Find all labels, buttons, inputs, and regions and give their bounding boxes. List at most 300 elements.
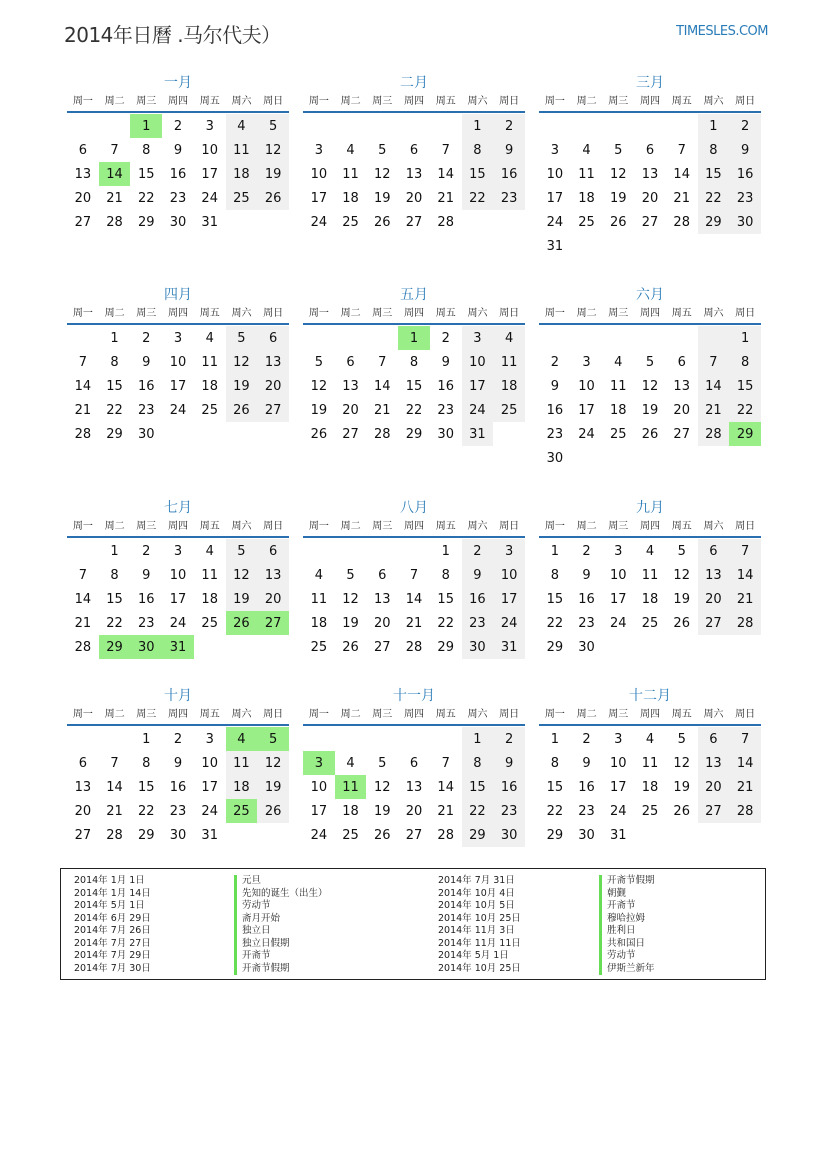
calendar-day[interactable]: 16 bbox=[437, 378, 454, 394]
calendar-day[interactable]: 26 bbox=[610, 214, 627, 230]
calendar-day[interactable]: 17 bbox=[169, 378, 187, 394]
calendar-day[interactable]: 30 bbox=[578, 827, 595, 843]
calendar-day[interactable]: 2 bbox=[142, 330, 151, 346]
calendar-day[interactable]: 1 bbox=[130, 114, 162, 138]
calendar-day[interactable]: 2 bbox=[173, 731, 183, 747]
calendar-day[interactable]: 14 bbox=[74, 378, 92, 394]
calendar-day[interactable]: 19 bbox=[673, 591, 690, 607]
calendar-day[interactable]: 5 bbox=[346, 567, 355, 583]
calendar-day[interactable]: 7 bbox=[78, 567, 87, 583]
calendar-day[interactable]: 20 bbox=[374, 615, 391, 631]
calendar-day[interactable]: 9 bbox=[582, 567, 591, 583]
calendar-day[interactable]: 28 bbox=[74, 426, 92, 442]
calendar-day[interactable]: 3 bbox=[314, 142, 323, 158]
calendar-day[interactable]: 14 bbox=[405, 591, 423, 607]
calendar-day[interactable]: 18 bbox=[610, 402, 627, 418]
calendar-day[interactable]: 5 bbox=[677, 731, 686, 747]
calendar-day[interactable]: 28 bbox=[729, 799, 761, 823]
calendar-day[interactable]: 3 bbox=[614, 731, 623, 747]
calendar-day[interactable]: 12 bbox=[673, 567, 690, 583]
calendar-day[interactable]: 13 bbox=[641, 166, 659, 182]
calendar-day[interactable]: 2 bbox=[550, 354, 559, 370]
calendar-day[interactable]: 1 bbox=[441, 543, 450, 559]
calendar-day[interactable]: 13 bbox=[74, 779, 92, 795]
calendar-day[interactable]: 25 bbox=[641, 803, 659, 819]
calendar-day[interactable]: 17 bbox=[310, 190, 328, 206]
calendar-day[interactable]: 10 bbox=[201, 142, 218, 158]
calendar-day[interactable]: 1 bbox=[398, 326, 430, 350]
calendar-day[interactable]: 7 bbox=[110, 755, 119, 771]
calendar-day[interactable]: 24 bbox=[169, 615, 187, 631]
calendar-day[interactable]: 30 bbox=[169, 214, 187, 230]
calendar-day[interactable]: 11 bbox=[493, 350, 525, 374]
calendar-day[interactable]: 23 bbox=[493, 799, 525, 823]
calendar-day[interactable]: 20 bbox=[74, 190, 92, 206]
calendar-day[interactable]: 18 bbox=[578, 190, 595, 206]
calendar-day[interactable]: 3 bbox=[173, 330, 183, 346]
calendar-day[interactable]: 19 bbox=[257, 162, 289, 186]
calendar-day[interactable]: 20 bbox=[698, 587, 730, 611]
calendar-day[interactable]: 13 bbox=[342, 378, 359, 394]
calendar-day[interactable]: 13 bbox=[405, 779, 423, 795]
calendar-day[interactable]: 23 bbox=[493, 186, 525, 210]
calendar-day[interactable]: 1 bbox=[698, 114, 730, 138]
calendar-day[interactable]: 23 bbox=[138, 615, 155, 631]
calendar-day[interactable]: 23 bbox=[578, 803, 595, 819]
calendar-day[interactable]: 11 bbox=[201, 567, 218, 583]
calendar-day[interactable]: 1 bbox=[550, 543, 559, 559]
calendar-day[interactable]: 25 bbox=[201, 615, 218, 631]
calendar-day[interactable]: 27 bbox=[342, 426, 359, 442]
calendar-day[interactable]: 21 bbox=[106, 190, 123, 206]
calendar-day[interactable]: 27 bbox=[673, 426, 690, 442]
calendar-day[interactable]: 30 bbox=[493, 823, 525, 847]
calendar-day[interactable]: 1 bbox=[110, 330, 119, 346]
calendar-day[interactable]: 4 bbox=[645, 731, 655, 747]
calendar-day[interactable]: 22 bbox=[462, 799, 494, 823]
calendar-day[interactable]: 21 bbox=[729, 775, 761, 799]
calendar-day[interactable]: 30 bbox=[729, 210, 761, 234]
calendar-day[interactable]: 14 bbox=[437, 779, 454, 795]
calendar-day[interactable]: 24 bbox=[201, 190, 218, 206]
calendar-day[interactable]: 18 bbox=[201, 591, 218, 607]
calendar-day[interactable]: 4 bbox=[645, 543, 655, 559]
calendar-day[interactable]: 13 bbox=[698, 751, 730, 775]
calendar-day[interactable]: 23 bbox=[729, 186, 761, 210]
calendar-day[interactable]: 15 bbox=[437, 591, 454, 607]
calendar-day[interactable]: 23 bbox=[169, 190, 187, 206]
calendar-day[interactable]: 21 bbox=[74, 402, 92, 418]
calendar-day[interactable]: 26 bbox=[257, 186, 289, 210]
calendar-day[interactable]: 29 bbox=[462, 823, 494, 847]
calendar-day[interactable]: 20 bbox=[698, 775, 730, 799]
calendar-day[interactable]: 7 bbox=[677, 142, 686, 158]
calendar-day[interactable]: 2 bbox=[729, 114, 761, 138]
calendar-day[interactable]: 8 bbox=[409, 354, 419, 370]
calendar-day[interactable]: 13 bbox=[257, 350, 289, 374]
calendar-day[interactable]: 2 bbox=[582, 543, 591, 559]
calendar-day[interactable]: 26 bbox=[226, 611, 258, 635]
calendar-day[interactable]: 4 bbox=[582, 142, 591, 158]
calendar-day[interactable]: 19 bbox=[374, 190, 391, 206]
calendar-day[interactable]: 26 bbox=[257, 799, 289, 823]
calendar-day[interactable]: 12 bbox=[310, 378, 328, 394]
calendar-day[interactable]: 12 bbox=[610, 166, 627, 182]
calendar-day[interactable]: 26 bbox=[673, 615, 690, 631]
calendar-day[interactable]: 28 bbox=[437, 827, 454, 843]
calendar-day[interactable]: 3 bbox=[582, 354, 591, 370]
calendar-day[interactable]: 31 bbox=[201, 214, 218, 230]
calendar-day[interactable]: 6 bbox=[698, 539, 730, 563]
calendar-day[interactable]: 8 bbox=[110, 354, 119, 370]
calendar-day[interactable]: 26 bbox=[673, 803, 690, 819]
calendar-day[interactable]: 4 bbox=[614, 354, 623, 370]
calendar-day[interactable]: 9 bbox=[173, 142, 183, 158]
calendar-day[interactable]: 20 bbox=[342, 402, 359, 418]
calendar-day[interactable]: 2 bbox=[462, 539, 494, 563]
calendar-day[interactable]: 29 bbox=[138, 214, 155, 230]
calendar-day[interactable]: 10 bbox=[610, 567, 627, 583]
calendar-day[interactable]: 23 bbox=[169, 803, 187, 819]
calendar-day[interactable]: 19 bbox=[673, 779, 690, 795]
calendar-day[interactable]: 30 bbox=[462, 635, 494, 659]
calendar-day[interactable]: 25 bbox=[310, 639, 328, 655]
calendar-day[interactable]: 2 bbox=[493, 114, 525, 138]
calendar-day[interactable]: 6 bbox=[409, 142, 419, 158]
calendar-day[interactable]: 24 bbox=[310, 214, 328, 230]
calendar-day[interactable]: 25 bbox=[342, 827, 359, 843]
calendar-day[interactable]: 17 bbox=[493, 587, 525, 611]
calendar-day[interactable]: 7 bbox=[729, 539, 761, 563]
calendar-day[interactable]: 8 bbox=[110, 567, 119, 583]
calendar-day[interactable]: 27 bbox=[257, 611, 289, 635]
calendar-day[interactable]: 2 bbox=[582, 731, 591, 747]
calendar-day[interactable]: 2 bbox=[441, 330, 450, 346]
calendar-day[interactable]: 10 bbox=[169, 354, 187, 370]
calendar-day[interactable]: 28 bbox=[106, 827, 123, 843]
calendar-day[interactable]: 5 bbox=[677, 543, 686, 559]
calendar-day[interactable]: 16 bbox=[729, 162, 761, 186]
calendar-day[interactable]: 10 bbox=[610, 755, 627, 771]
calendar-day[interactable]: 16 bbox=[546, 402, 564, 418]
calendar-day[interactable]: 18 bbox=[641, 779, 659, 795]
calendar-day[interactable]: 8 bbox=[142, 142, 151, 158]
calendar-day[interactable]: 9 bbox=[142, 567, 151, 583]
calendar-day[interactable]: 19 bbox=[374, 803, 391, 819]
calendar-day[interactable]: 3 bbox=[173, 543, 183, 559]
calendar-day[interactable]: 8 bbox=[729, 350, 761, 374]
calendar-day[interactable]: 14 bbox=[74, 591, 92, 607]
calendar-day[interactable]: 11 bbox=[310, 591, 328, 607]
calendar-day[interactable]: 8 bbox=[462, 138, 494, 162]
calendar-day[interactable]: 26 bbox=[641, 426, 659, 442]
calendar-day[interactable]: 19 bbox=[226, 587, 258, 611]
calendar-day[interactable]: 16 bbox=[493, 775, 525, 799]
calendar-day[interactable]: 22 bbox=[729, 398, 761, 422]
calendar-day[interactable]: 15 bbox=[138, 166, 155, 182]
calendar-day[interactable]: 10 bbox=[201, 755, 218, 771]
calendar-day[interactable]: 29 bbox=[99, 635, 131, 659]
calendar-day[interactable]: 16 bbox=[578, 779, 595, 795]
calendar-day[interactable]: 9 bbox=[550, 378, 559, 394]
calendar-day[interactable]: 11 bbox=[578, 166, 595, 182]
calendar-day[interactable]: 6 bbox=[645, 142, 655, 158]
calendar-day[interactable]: 11 bbox=[226, 751, 258, 775]
calendar-day[interactable]: 5 bbox=[257, 114, 289, 138]
calendar-day[interactable]: 25 bbox=[201, 402, 218, 418]
calendar-day[interactable]: 19 bbox=[641, 402, 659, 418]
calendar-day[interactable]: 4 bbox=[226, 727, 258, 751]
calendar-day[interactable]: 19 bbox=[257, 775, 289, 799]
calendar-day[interactable]: 8 bbox=[462, 751, 494, 775]
calendar-day[interactable]: 9 bbox=[729, 138, 761, 162]
calendar-day[interactable]: 1 bbox=[142, 731, 151, 747]
calendar-day[interactable]: 1 bbox=[550, 731, 559, 747]
calendar-day[interactable]: 12 bbox=[673, 755, 690, 771]
calendar-day[interactable]: 18 bbox=[342, 190, 359, 206]
calendar-day[interactable]: 9 bbox=[173, 755, 183, 771]
calendar-day[interactable]: 16 bbox=[138, 591, 155, 607]
calendar-day[interactable]: 11 bbox=[201, 354, 218, 370]
brand-logo[interactable]: TIMESLES.COM bbox=[676, 24, 768, 39]
calendar-day[interactable]: 27 bbox=[405, 827, 423, 843]
calendar-day[interactable]: 16 bbox=[169, 779, 187, 795]
calendar-day[interactable]: 28 bbox=[374, 426, 391, 442]
calendar-day[interactable]: 11 bbox=[342, 166, 359, 182]
calendar-day[interactable]: 11 bbox=[641, 755, 659, 771]
calendar-day[interactable]: 31 bbox=[493, 635, 525, 659]
calendar-day[interactable]: 24 bbox=[310, 827, 328, 843]
calendar-day[interactable]: 21 bbox=[673, 190, 690, 206]
calendar-day[interactable]: 28 bbox=[698, 422, 730, 446]
calendar-day[interactable]: 14 bbox=[729, 751, 761, 775]
calendar-day[interactable]: 9 bbox=[493, 138, 525, 162]
calendar-day[interactable]: 24 bbox=[201, 803, 218, 819]
calendar-day[interactable]: 1 bbox=[462, 727, 494, 751]
calendar-day[interactable]: 13 bbox=[405, 166, 423, 182]
calendar-day[interactable]: 15 bbox=[698, 162, 730, 186]
calendar-day[interactable]: 24 bbox=[462, 398, 494, 422]
calendar-day[interactable]: 9 bbox=[142, 354, 151, 370]
calendar-day[interactable]: 5 bbox=[614, 142, 623, 158]
calendar-day[interactable]: 6 bbox=[409, 755, 419, 771]
calendar-day[interactable]: 25 bbox=[493, 398, 525, 422]
calendar-day[interactable]: 17 bbox=[201, 779, 218, 795]
calendar-day[interactable]: 13 bbox=[74, 166, 92, 182]
calendar-day[interactable]: 27 bbox=[405, 214, 423, 230]
calendar-day[interactable]: 14 bbox=[673, 166, 690, 182]
calendar-day[interactable]: 18 bbox=[226, 775, 258, 799]
calendar-day[interactable]: 27 bbox=[74, 214, 92, 230]
calendar-day[interactable]: 23 bbox=[578, 615, 595, 631]
calendar-day[interactable]: 31 bbox=[201, 827, 218, 843]
calendar-day[interactable]: 14 bbox=[374, 378, 391, 394]
calendar-day[interactable]: 22 bbox=[437, 615, 454, 631]
calendar-day[interactable]: 30 bbox=[437, 426, 454, 442]
calendar-day[interactable]: 18 bbox=[342, 803, 359, 819]
calendar-day[interactable]: 27 bbox=[257, 398, 289, 422]
calendar-day[interactable]: 3 bbox=[493, 539, 525, 563]
calendar-day[interactable]: 19 bbox=[610, 190, 627, 206]
calendar-day[interactable]: 8 bbox=[550, 567, 559, 583]
calendar-day[interactable]: 18 bbox=[493, 374, 525, 398]
calendar-day[interactable]: 25 bbox=[610, 426, 627, 442]
calendar-day[interactable]: 19 bbox=[310, 402, 328, 418]
calendar-day[interactable]: 3 bbox=[462, 326, 494, 350]
calendar-day[interactable]: 2 bbox=[493, 727, 525, 751]
calendar-day[interactable]: 5 bbox=[378, 142, 387, 158]
calendar-day[interactable]: 15 bbox=[405, 378, 423, 394]
calendar-day[interactable]: 26 bbox=[310, 426, 328, 442]
calendar-day[interactable]: 28 bbox=[106, 214, 123, 230]
calendar-day[interactable]: 25 bbox=[578, 214, 595, 230]
calendar-day[interactable]: 7 bbox=[441, 755, 450, 771]
calendar-day[interactable]: 30 bbox=[138, 426, 155, 442]
calendar-day[interactable]: 5 bbox=[257, 727, 289, 751]
calendar-day[interactable]: 6 bbox=[346, 354, 355, 370]
calendar-day[interactable]: 22 bbox=[405, 402, 423, 418]
calendar-day[interactable]: 14 bbox=[437, 166, 454, 182]
calendar-day[interactable]: 29 bbox=[106, 426, 123, 442]
calendar-day[interactable]: 7 bbox=[698, 350, 730, 374]
calendar-day[interactable]: 15 bbox=[106, 378, 123, 394]
calendar-day[interactable]: 10 bbox=[493, 563, 525, 587]
calendar-day[interactable]: 12 bbox=[226, 563, 258, 587]
calendar-day[interactable]: 30 bbox=[546, 450, 564, 466]
calendar-day[interactable]: 23 bbox=[462, 611, 494, 635]
calendar-day[interactable]: 7 bbox=[729, 727, 761, 751]
calendar-day[interactable]: 17 bbox=[610, 591, 627, 607]
calendar-day[interactable]: 25 bbox=[641, 615, 659, 631]
calendar-day[interactable]: 18 bbox=[201, 378, 218, 394]
calendar-day[interactable]: 6 bbox=[78, 755, 87, 771]
calendar-day[interactable]: 13 bbox=[673, 378, 690, 394]
calendar-day[interactable]: 28 bbox=[437, 214, 454, 230]
calendar-day[interactable]: 11 bbox=[335, 775, 367, 799]
calendar-day[interactable]: 13 bbox=[374, 591, 391, 607]
calendar-day[interactable]: 29 bbox=[698, 210, 730, 234]
calendar-day[interactable]: 31 bbox=[462, 422, 494, 446]
calendar-day[interactable]: 20 bbox=[257, 374, 289, 398]
calendar-day[interactable]: 6 bbox=[78, 142, 87, 158]
calendar-day[interactable]: 27 bbox=[374, 639, 391, 655]
calendar-day[interactable]: 10 bbox=[578, 378, 595, 394]
calendar-day[interactable]: 15 bbox=[106, 591, 123, 607]
calendar-day[interactable]: 21 bbox=[729, 587, 761, 611]
calendar-day[interactable]: 2 bbox=[173, 118, 183, 134]
calendar-day[interactable]: 31 bbox=[162, 635, 194, 659]
calendar-day[interactable]: 25 bbox=[226, 799, 258, 823]
calendar-day[interactable]: 19 bbox=[342, 615, 359, 631]
calendar-day[interactable]: 17 bbox=[462, 374, 494, 398]
calendar-day[interactable]: 20 bbox=[405, 803, 423, 819]
calendar-day[interactable]: 4 bbox=[346, 755, 355, 771]
calendar-day[interactable]: 4 bbox=[314, 567, 323, 583]
calendar-day[interactable]: 8 bbox=[142, 755, 151, 771]
calendar-day[interactable]: 12 bbox=[641, 378, 659, 394]
calendar-day[interactable]: 21 bbox=[437, 803, 454, 819]
calendar-day[interactable]: 10 bbox=[546, 166, 564, 182]
calendar-day[interactable]: 4 bbox=[205, 543, 214, 559]
calendar-day[interactable]: 9 bbox=[493, 751, 525, 775]
calendar-day[interactable]: 20 bbox=[257, 587, 289, 611]
calendar-day[interactable]: 16 bbox=[138, 378, 155, 394]
calendar-day[interactable]: 21 bbox=[106, 803, 123, 819]
calendar-day[interactable]: 22 bbox=[698, 186, 730, 210]
calendar-day[interactable]: 20 bbox=[74, 803, 92, 819]
calendar-day[interactable]: 17 bbox=[201, 166, 218, 182]
calendar-day[interactable]: 20 bbox=[405, 190, 423, 206]
calendar-day[interactable]: 22 bbox=[138, 803, 155, 819]
calendar-day[interactable]: 11 bbox=[641, 567, 659, 583]
calendar-day[interactable]: 5 bbox=[645, 354, 655, 370]
calendar-day[interactable]: 22 bbox=[462, 186, 494, 210]
calendar-day[interactable]: 8 bbox=[698, 138, 730, 162]
calendar-day[interactable]: 3 bbox=[303, 751, 335, 775]
calendar-day[interactable]: 8 bbox=[441, 567, 450, 583]
calendar-day[interactable]: 18 bbox=[310, 615, 328, 631]
calendar-day[interactable]: 27 bbox=[698, 799, 730, 823]
calendar-day[interactable]: 3 bbox=[205, 731, 214, 747]
calendar-day[interactable]: 23 bbox=[546, 426, 564, 442]
calendar-day[interactable]: 31 bbox=[546, 238, 564, 254]
calendar-day[interactable]: 3 bbox=[205, 118, 214, 134]
calendar-day[interactable]: 6 bbox=[257, 539, 289, 563]
calendar-day[interactable]: 29 bbox=[546, 639, 564, 655]
calendar-day[interactable]: 26 bbox=[374, 827, 391, 843]
calendar-day[interactable]: 30 bbox=[130, 635, 162, 659]
calendar-day[interactable]: 22 bbox=[106, 402, 123, 418]
calendar-day[interactable]: 16 bbox=[462, 587, 494, 611]
calendar-day[interactable]: 17 bbox=[310, 803, 328, 819]
calendar-day[interactable]: 22 bbox=[106, 615, 123, 631]
calendar-day[interactable]: 4 bbox=[493, 326, 525, 350]
calendar-day[interactable]: 6 bbox=[677, 354, 686, 370]
calendar-day[interactable]: 7 bbox=[409, 567, 419, 583]
calendar-day[interactable]: 20 bbox=[641, 190, 659, 206]
calendar-day[interactable]: 31 bbox=[610, 827, 627, 843]
calendar-day[interactable]: 5 bbox=[226, 326, 258, 350]
calendar-day[interactable]: 17 bbox=[578, 402, 595, 418]
calendar-day[interactable]: 21 bbox=[405, 615, 423, 631]
calendar-day[interactable]: 28 bbox=[729, 611, 761, 635]
calendar-day[interactable]: 21 bbox=[74, 615, 92, 631]
calendar-day[interactable]: 24 bbox=[610, 615, 627, 631]
calendar-day[interactable]: 24 bbox=[610, 803, 627, 819]
calendar-day[interactable]: 12 bbox=[374, 779, 391, 795]
calendar-day[interactable]: 16 bbox=[169, 166, 187, 182]
calendar-day[interactable]: 7 bbox=[378, 354, 387, 370]
calendar-day[interactable]: 6 bbox=[257, 326, 289, 350]
calendar-day[interactable]: 15 bbox=[462, 162, 494, 186]
calendar-day[interactable]: 28 bbox=[74, 639, 92, 655]
calendar-day[interactable]: 26 bbox=[374, 214, 391, 230]
calendar-day[interactable]: 27 bbox=[74, 827, 92, 843]
calendar-day[interactable]: 5 bbox=[314, 354, 323, 370]
calendar-day[interactable]: 16 bbox=[493, 162, 525, 186]
calendar-day[interactable]: 15 bbox=[729, 374, 761, 398]
calendar-day[interactable]: 12 bbox=[257, 138, 289, 162]
calendar-day[interactable]: 5 bbox=[378, 755, 387, 771]
calendar-day[interactable]: 15 bbox=[138, 779, 155, 795]
calendar-day[interactable]: 17 bbox=[546, 190, 564, 206]
calendar-day[interactable]: 6 bbox=[698, 727, 730, 751]
calendar-day[interactable]: 7 bbox=[110, 142, 119, 158]
calendar-day[interactable]: 9 bbox=[462, 563, 494, 587]
calendar-day[interactable]: 22 bbox=[138, 190, 155, 206]
calendar-day[interactable]: 22 bbox=[546, 803, 564, 819]
calendar-day[interactable]: 18 bbox=[226, 162, 258, 186]
